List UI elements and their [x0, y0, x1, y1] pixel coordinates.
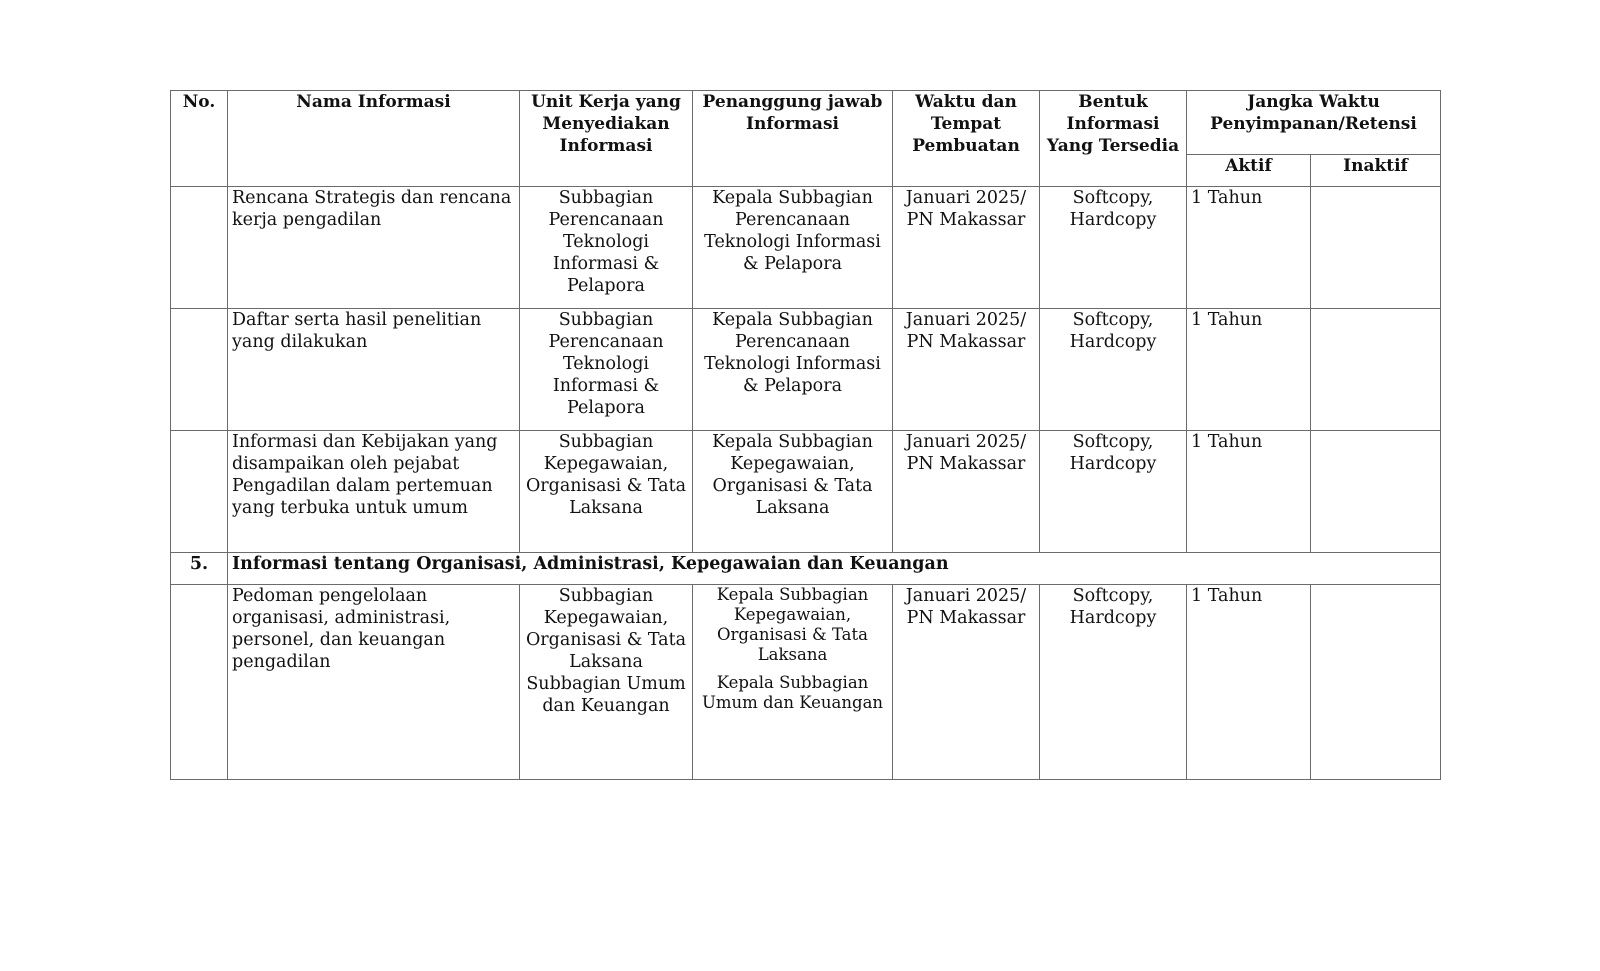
- header-aktif: Aktif: [1187, 155, 1311, 187]
- cell-bentuk-informasi: Softcopy, Hardcopy: [1040, 431, 1187, 553]
- cell-penanggung-jawab: [693, 585, 893, 780]
- cell-penanggung-jawab: Kepala Subbagian Perencanaan Teknologi Informasi & Pelapora: [693, 309, 893, 431]
- cell-no: [171, 309, 228, 431]
- information-list-table: [170, 90, 1441, 780]
- header-penanggung-jawab: Penanggung jawab Informasi: [693, 91, 893, 187]
- cell-nama-informasi: Daftar serta hasil penelitian yang dilakukan: [228, 309, 520, 431]
- section-number: 5.: [171, 553, 228, 585]
- cell-aktif: 1 Tahun: [1187, 431, 1311, 553]
- cell-waktu-tempat: Januari 2025/ PN Makassar: [893, 309, 1040, 431]
- cell-nama-informasi: Informasi dan Kebijakan yang disampaikan oleh pejabat Pengadilan dalam pertemuan yang terbuka untuk umum: [228, 431, 520, 553]
- cell-unit-kerja: Subbagian Kepegawaian, Organisasi & Tata Laksana Subbagian Umum dan Keuangan: [520, 585, 693, 780]
- cell-bentuk-informasi: Softcopy, Hardcopy: [1040, 187, 1187, 309]
- cell-waktu-tempat: Januari 2025/ PN Makassar: [893, 585, 1040, 780]
- spacer: [697, 665, 888, 673]
- cell-no: [171, 187, 228, 309]
- cell-waktu-tempat: Januari 2025/ PN Makassar: [893, 431, 1040, 553]
- cell-waktu-tempat: Januari 2025/ PN Makassar: [893, 187, 1040, 309]
- header-row: [171, 91, 1441, 155]
- cell-aktif: 1 Tahun: [1187, 309, 1311, 431]
- cell-bentuk-informasi: Softcopy, Hardcopy: [1040, 309, 1187, 431]
- header-nama-informasi: Nama Informasi: [228, 91, 520, 187]
- cell-no: [171, 431, 228, 553]
- cell-nama-informasi: Pedoman pengelolaan organisasi, administrasi, personel, dan keuangan pengadilan: [228, 585, 520, 780]
- penanggung-jawab-1: Kepala Subbagian Kepegawaian, Organisasi & Tata Laksana: [716, 585, 869, 664]
- cell-penanggung-jawab: Kepala Subbagian Kepegawaian, Organisasi & Tata Laksana: [693, 431, 893, 553]
- header-unit-kerja: Unit Kerja yang Menyediakan Informasi: [520, 91, 693, 187]
- table-row: [171, 309, 1441, 431]
- section-title: Informasi tentang Organisasi, Administrasi, Kepegawaian dan Keuangan: [228, 553, 1441, 585]
- cell-unit-kerja: Subbagian Perencanaan Teknologi Informasi & Pelapora: [520, 309, 693, 431]
- cell-aktif: 1 Tahun: [1187, 187, 1311, 309]
- cell-penanggung-jawab: Kepala Subbagian Perencanaan Teknologi Informasi & Pelapora: [693, 187, 893, 309]
- cell-bentuk-informasi: Softcopy, Hardcopy: [1040, 585, 1187, 780]
- cell-inaktif: [1311, 585, 1441, 780]
- header-inaktif: Inaktif: [1311, 155, 1441, 187]
- cell-unit-kerja: Subbagian Perencanaan Teknologi Informasi & Pelapora: [520, 187, 693, 309]
- section-row: [171, 553, 1441, 585]
- table-row: [171, 585, 1441, 780]
- header-bentuk-informasi: Bentuk Informasi Yang Tersedia: [1040, 91, 1187, 187]
- cell-unit-kerja: Subbagian Kepegawaian, Organisasi & Tata Laksana: [520, 431, 693, 553]
- header-jangka-waktu: Jangka Waktu Penyimpanan/Retensi: [1187, 91, 1441, 155]
- cell-aktif: 1 Tahun: [1187, 585, 1311, 780]
- header-waktu-tempat: Waktu dan Tempat Pembuatan: [893, 91, 1040, 187]
- table-row: [171, 187, 1441, 309]
- cell-inaktif: [1311, 431, 1441, 553]
- cell-no: [171, 585, 228, 780]
- cell-inaktif: [1311, 187, 1441, 309]
- cell-inaktif: [1311, 309, 1441, 431]
- header-no: No.: [171, 91, 228, 187]
- cell-nama-informasi: Rencana Strategis dan rencana kerja pengadilan: [228, 187, 520, 309]
- penanggung-jawab-2: Kepala Subbagian Umum dan Keuangan: [701, 673, 884, 712]
- table-row: [171, 431, 1441, 553]
